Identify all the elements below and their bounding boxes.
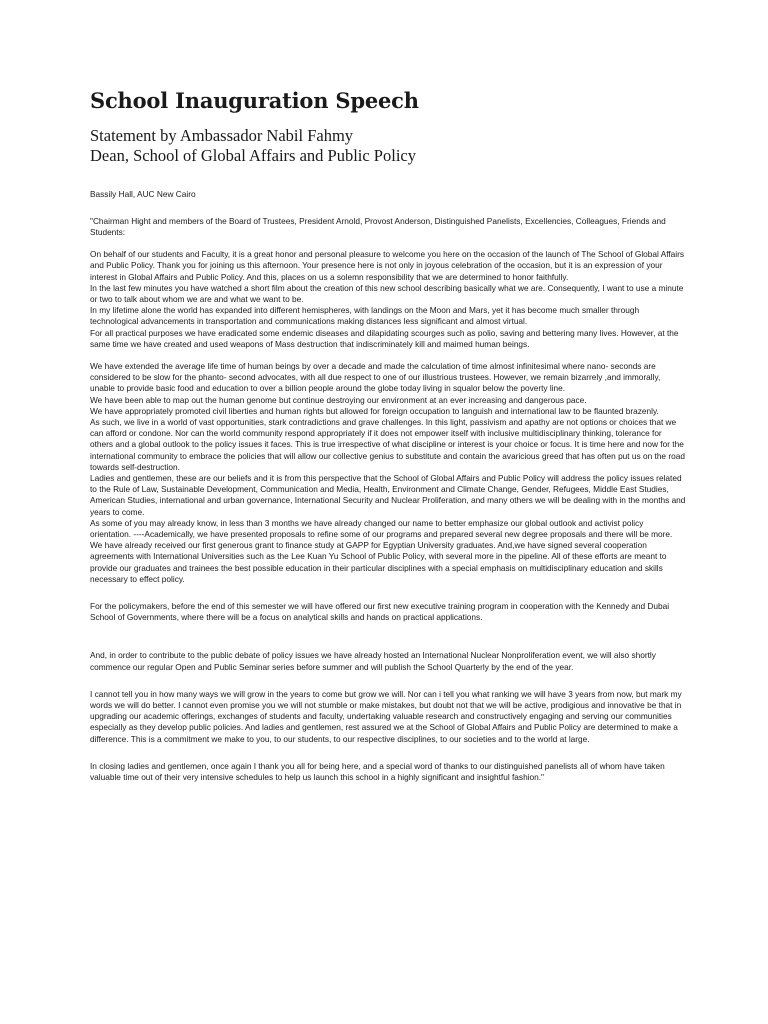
paragraph: Ladies and gentlemen, these are our beliefs and it is from this perspective that the School of Global Affairs and Public Policy will address the policy issues related to the Rule of Law, Sustainable Development, Communication and Media, Health, Environment and Climate Change, Gender, Refugees, Middle East Studies, American Studies, international and urban governance, International Security and Nuclear Proliferation, and many others we will be dealing with in the months and years to come. xyxy=(90,472,686,517)
subtitle-speaker: Statement by Ambassador Nabil Fahmy xyxy=(90,126,354,146)
document-title: School Inauguration Speech xyxy=(90,88,419,113)
paragraph: We have appropriately promoted civil liberties and human rights but allowed for foreign occupation to languish and international law to be flaunted brazenly. xyxy=(90,405,659,416)
paragraph: "Chairman Hight and members of the Board of Trustees, President Arnold, Provost Anderson, Distinguished Panelists, Excellencies, Colleagues, Friends and Students: xyxy=(90,215,666,237)
paragraph: As some of you may already know, in less than 3 months we have already changed our name to better emphasize our global outlook and activist policy orientation. ----Academically, we have presented proposals to refine some of our programs and prepared several new degree proposals and there will be more. We have already received our first generous grant to finance study at GAPP for Egyptian University graduates. And,we have signed several cooperation agreements with International Universities such as the Lee Kuan Yu School of Public Policy, with several more in the pipeline. All of these efforts are meant to provide our graduates and trainees the best possible education in their particular disciplines with a special emphasis on multidisciplinary education and skills necessary to effect policy. xyxy=(90,517,673,584)
speech-location: Bassily Hall, AUC New Cairo xyxy=(90,188,196,199)
document-subtitle xyxy=(90,126,686,166)
speech-body xyxy=(90,189,686,784)
subtitle-position: Dean, School of Global Affairs and Public Policy xyxy=(90,146,416,166)
paragraph: We have been able to map out the human genome but continue destroying our environment at an ever increasing and dangerous pace. xyxy=(90,394,587,405)
paragraph: We have extended the average life time of human beings by over a decade and made the calculation of time almost infinitesimal where nano- seconds are considered to be slow for the phanto- second advocates, with all due respect to one of our illustrious trustees. However, we remain bizarrely ,and immorally, unable to provide basic food and education to over a billion people around the globe today living in squalor below the poverty line. xyxy=(90,360,661,394)
paragraph: For all practical purposes we have eradicated some endemic diseases and dilapidating scourges such as polio, saving and bettering many lives. However, at the same time we have created and used weapons of Mass destruction that indiscriminately kill and maimed human beings. xyxy=(90,327,679,349)
paragraph: On behalf of our students and Faculty, it is a great honor and personal pleasure to welcome you here on the occasion of the launch of The School of Global Affairs and Public Policy. Thank you for joining us this afternoon. Your presence here is not only in joyous celebration of the occasion, but it is an expression of your interest in Global Affairs and Public Policy. And this, places on us a solemn responsibility that we are determined to honor faithfully. xyxy=(90,249,685,282)
paragraph: In the last few minutes you have watched a short film about the creation of this new school describing basically what we are. Consequently, I want to use a minute or two to talk about whom we are and what we want to be. xyxy=(90,282,684,304)
document-page xyxy=(90,88,686,783)
paragraph: In my lifetime alone the world has expanded into different hemispheres, with landings on the Moon and Mars, yet it has become much smaller through technological advancements in transportation and communications making distances less significant and almost virtual. xyxy=(90,305,640,327)
paragraph: In closing ladies and gentlemen, once again I thank you all for being here, and a special word of thanks to our distinguished panelists all of whom have taken valuable time out of their very intensive schedules to help us launch this school in a highly significant and insightful fashion." xyxy=(90,760,665,783)
paragraph: For the policymakers, before the end of this semester we will have offered our first new executive training program in cooperation with the Kennedy and Dubai School of Governments, where there will be a focus on analytical skills and hands on practical applications. xyxy=(90,601,670,623)
paragraph: I cannot tell you in how many ways we will grow in the years to come but grow we will. Nor can i tell you what ranking we will have 3 years from now, but mark my words we will do better. I cannot even promise you we will not stumble or make mistakes, but doubt not that we will be active, prodigious and innovative be that in upgrading our academic offerings, exchanges of students and faculty, undertaking valuable research and constructively engaging and serving our communities especially as they develop public policies. And ladies and gentlemen, rest assured we at the School of Global Affairs and Public Policy are determined to make a difference. This is a commitment we make to you, to our students, to our respective disciplines, to our societies and to the world at large. xyxy=(90,688,682,744)
paragraph: As such, we live in a world of vast opportunities, stark contradictions and grave challenges. In this light, passivism and apathy are not options or choices that we can afford or condone. Nor can the world community respond appropriately if it does not empower itself with inclusive multidisciplinary thinking, tolerance for others and a global outlook to the policy issues it faces. This is true irrespective of what discipline or interest is your choice or focus. It is time here and now for the international community to embrace the policies that will allow our collective genius to substitute and contain the avaricious greed that has often put us on the road towards self-destruction. xyxy=(90,416,685,472)
paragraph: And, in order to contribute to the public debate of policy issues we have already hosted an International Nuclear Nonproliferation event, we will also shortly commence our regular Open and Public Seminar series before summer and will publish the School Quarterly by the end of the year. xyxy=(90,650,656,672)
